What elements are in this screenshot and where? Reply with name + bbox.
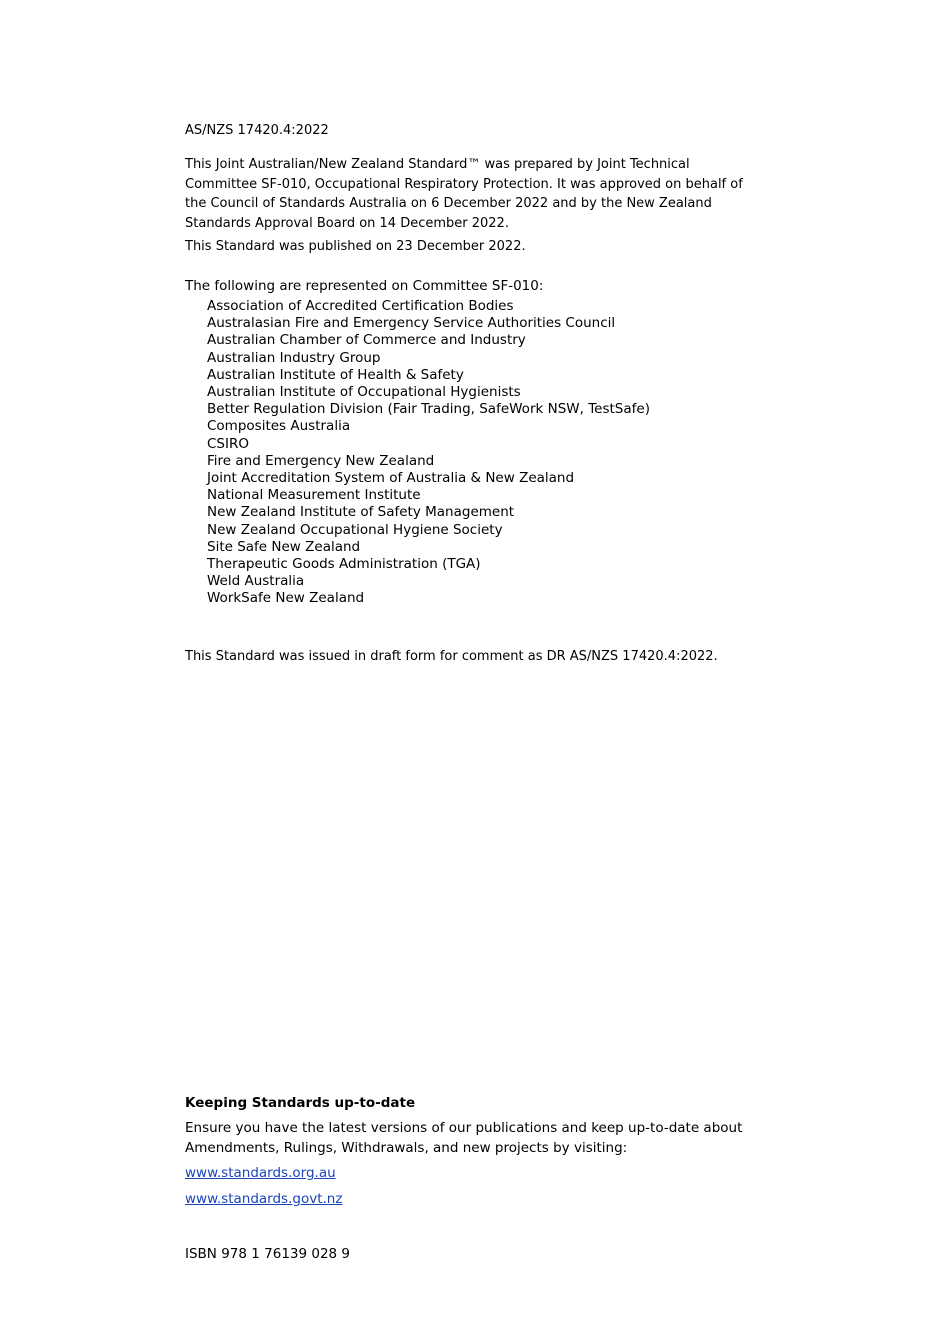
committee-intro: The following are represented on Committee SF-010: [185,278,544,294]
document-id: AS/NZS 17420.4:2022 [185,123,329,138]
committee-member: Association of Accredited Certification Bodies [207,298,514,314]
standards-australia-link[interactable]: www.standards.org.au [185,1165,336,1181]
committee-member: New Zealand Institute of Safety Management [207,504,515,521]
committee-member: Australian Institute of Occupational Hygienists [207,384,521,401]
committee-member: Australian Industry Group [207,349,381,366]
committee-member-list [207,298,650,608]
committee-member: Weld Australia [207,573,305,590]
draft-note: This Standard was issued in draft form for comment as DR AS/NZS 17420.4:2022. [185,649,718,664]
committee-member: Joint Accreditation System of Australia & New Zealand [207,470,575,487]
isbn: ISBN 978 1 76139 028 9 [185,1246,351,1262]
standards-nz-link[interactable]: www.standards.govt.nz [185,1191,343,1207]
committee-member: CSIRO [207,435,249,452]
committee-member: Better Regulation Division (Fair Trading, SafeWork NSW, TestSafe) [207,401,650,418]
committee-member: WorkSafe New Zealand [207,590,365,607]
committee-member: Fire and Emergency New Zealand [207,452,435,469]
committee-member: Australian Chamber of Commerce and Industry [207,332,526,349]
preparation-paragraph: This Joint Australian/New Zealand Standard™ was prepared by Joint Technical Committee SF-010, Occupational Respiratory Protection. It was approved on behalf of the Council of Standards Australia on 6 December 2022 and by the New Zealand Standards Approval Board on 14 December 2022. [185,157,743,231]
publication-date: This Standard was published on 23 December 2022. [185,239,526,254]
keeping-up-to-date-text: Ensure you have the latest versions of our publications and keep up-to-date about Amendments, Rulings, Withdrawals, and new projects by visiting: [185,1120,743,1156]
committee-member: Composites Australia [207,418,351,435]
keeping-up-to-date-heading: Keeping Standards up-to-date [185,1095,416,1111]
committee-member: Site Safe New Zealand [207,538,361,555]
committee-member: Australian Institute of Health & Safety [207,366,464,383]
committee-member: National Measurement Institute [207,487,421,504]
committee-member: Therapeutic Goods Administration (TGA) [207,556,481,573]
committee-member: New Zealand Occupational Hygiene Society [207,521,503,538]
committee-member: Australasian Fire and Emergency Service Authorities Council [207,315,616,332]
